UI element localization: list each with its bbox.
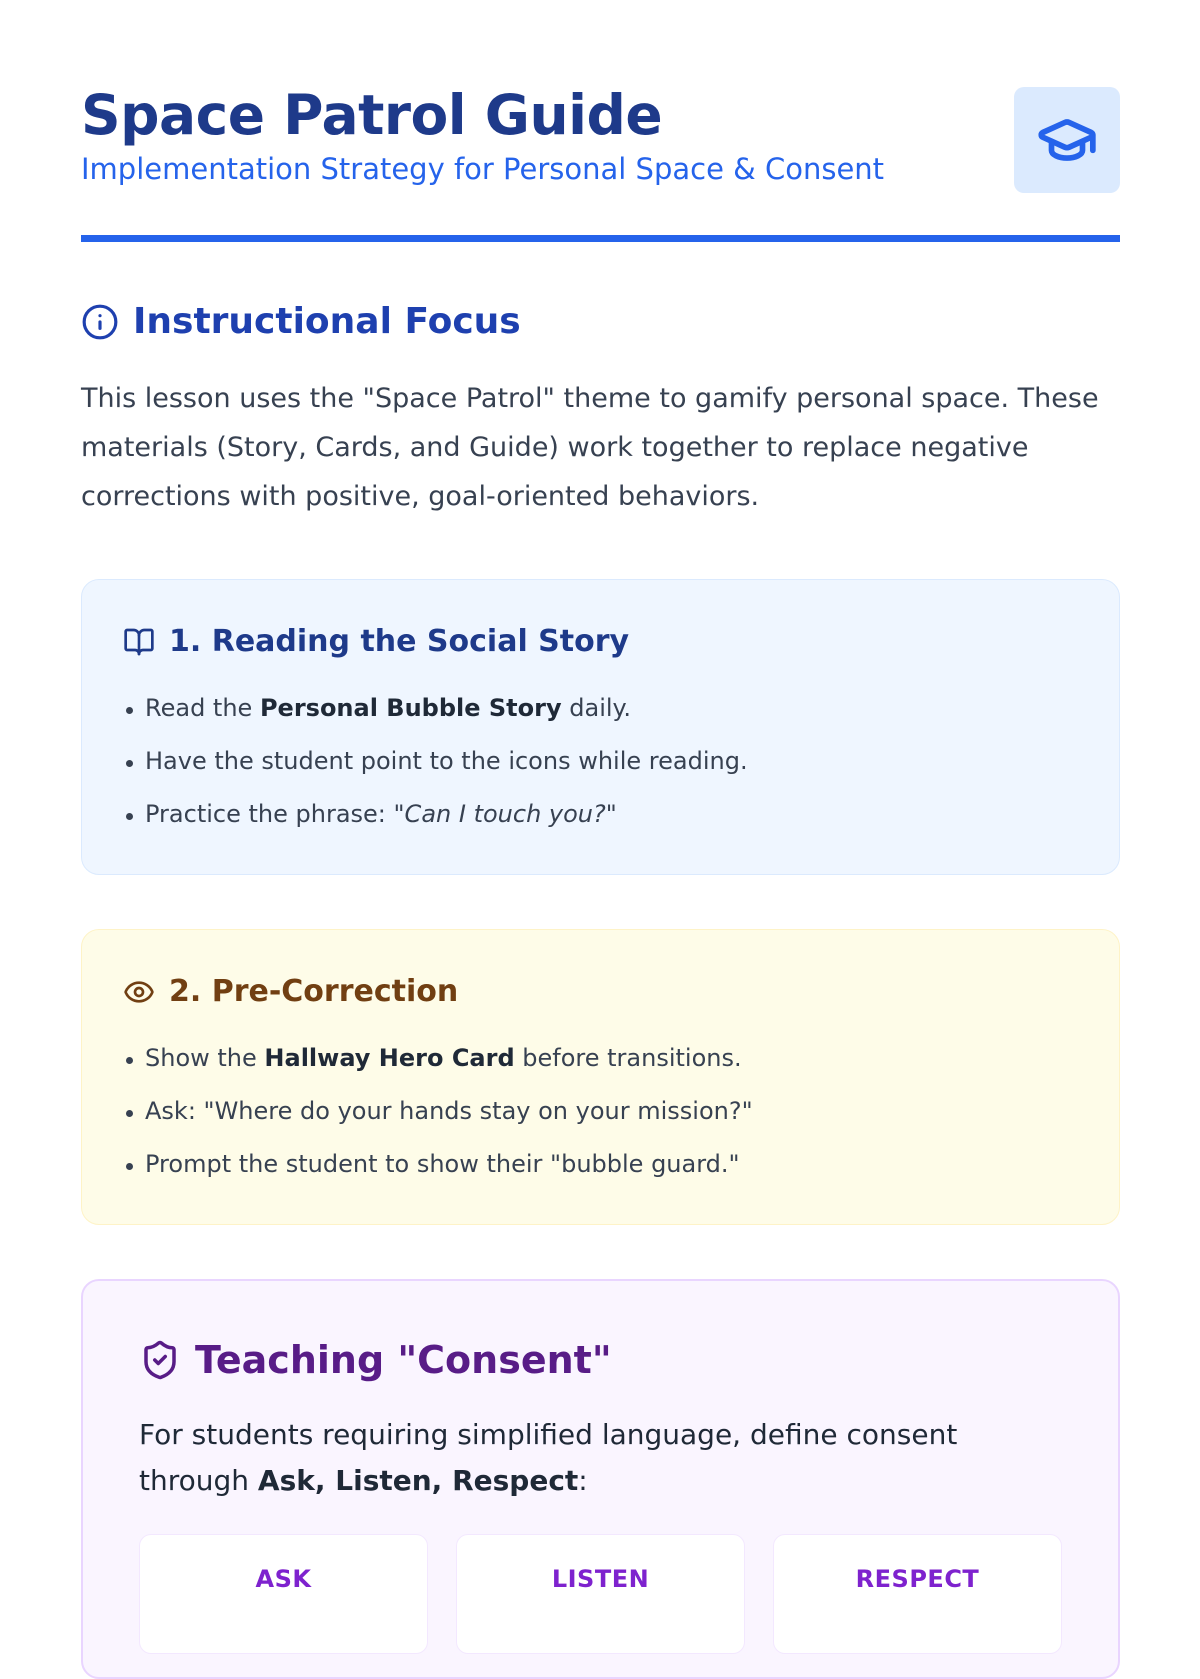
step-label: LISTEN — [551, 1565, 650, 1593]
card-title: Teaching "Consent" — [195, 1338, 612, 1382]
list-item: Have the student point to the icons while reading. — [123, 735, 1079, 788]
eye-icon — [123, 976, 155, 1008]
step-label: ASK — [255, 1565, 312, 1593]
card-heading — [123, 622, 1079, 662]
card-heading — [139, 1336, 1062, 1384]
page-title: Space Patrol Guide — [81, 83, 663, 147]
reading-steps-list — [123, 682, 1079, 841]
graduation-cap-badge — [1014, 87, 1120, 193]
card-title: 2. Pre-Correction — [169, 974, 459, 1009]
respect-step — [773, 1534, 1062, 1654]
ask-step — [139, 1534, 428, 1654]
teaching-consent-card — [81, 1279, 1120, 1679]
shield-check-icon — [139, 1339, 181, 1381]
page-subtitle: Implementation Strategy for Personal Space & Consent — [81, 152, 885, 186]
pre-correction-steps-list — [123, 1032, 1079, 1191]
instructional-focus-heading — [81, 300, 1120, 344]
guide-page — [81, 0, 1120, 1679]
step-label: RESPECT — [855, 1565, 980, 1593]
card-title: 1. Reading the Social Story — [169, 624, 630, 659]
book-icon — [123, 626, 155, 658]
info-icon — [81, 303, 119, 341]
list-item: Prompt the student to show their "bubble guard." — [123, 1138, 1079, 1191]
consent-description: For students requiring simplified language, define consent through Ask, Listen, Respect: — [139, 1418, 958, 1497]
section-title: Instructional Focus — [133, 301, 521, 342]
reading-story-card — [81, 579, 1120, 875]
consent-steps — [139, 1534, 1062, 1654]
focus-description: This lesson uses the "Space Patrol" theme to gamify personal space. These materials (Story, Cards, and Guide) work together to replace negative corrections with positive, goal-oriented behaviors. — [81, 383, 1099, 512]
list-item: Read the Personal Bubble Story daily. — [123, 682, 1079, 735]
list-item: Show the Hallway Hero Card before transitions. — [123, 1032, 1079, 1085]
card-heading — [123, 972, 1079, 1012]
list-item: Ask: "Where do your hands stay on your mission?" — [123, 1085, 1079, 1138]
graduation-cap-icon — [1036, 109, 1098, 171]
pre-correction-card — [81, 929, 1120, 1225]
page-header — [81, 0, 1120, 242]
list-item: Practice the phrase: "Can I touch you?" — [123, 788, 1079, 841]
listen-step — [456, 1534, 745, 1654]
